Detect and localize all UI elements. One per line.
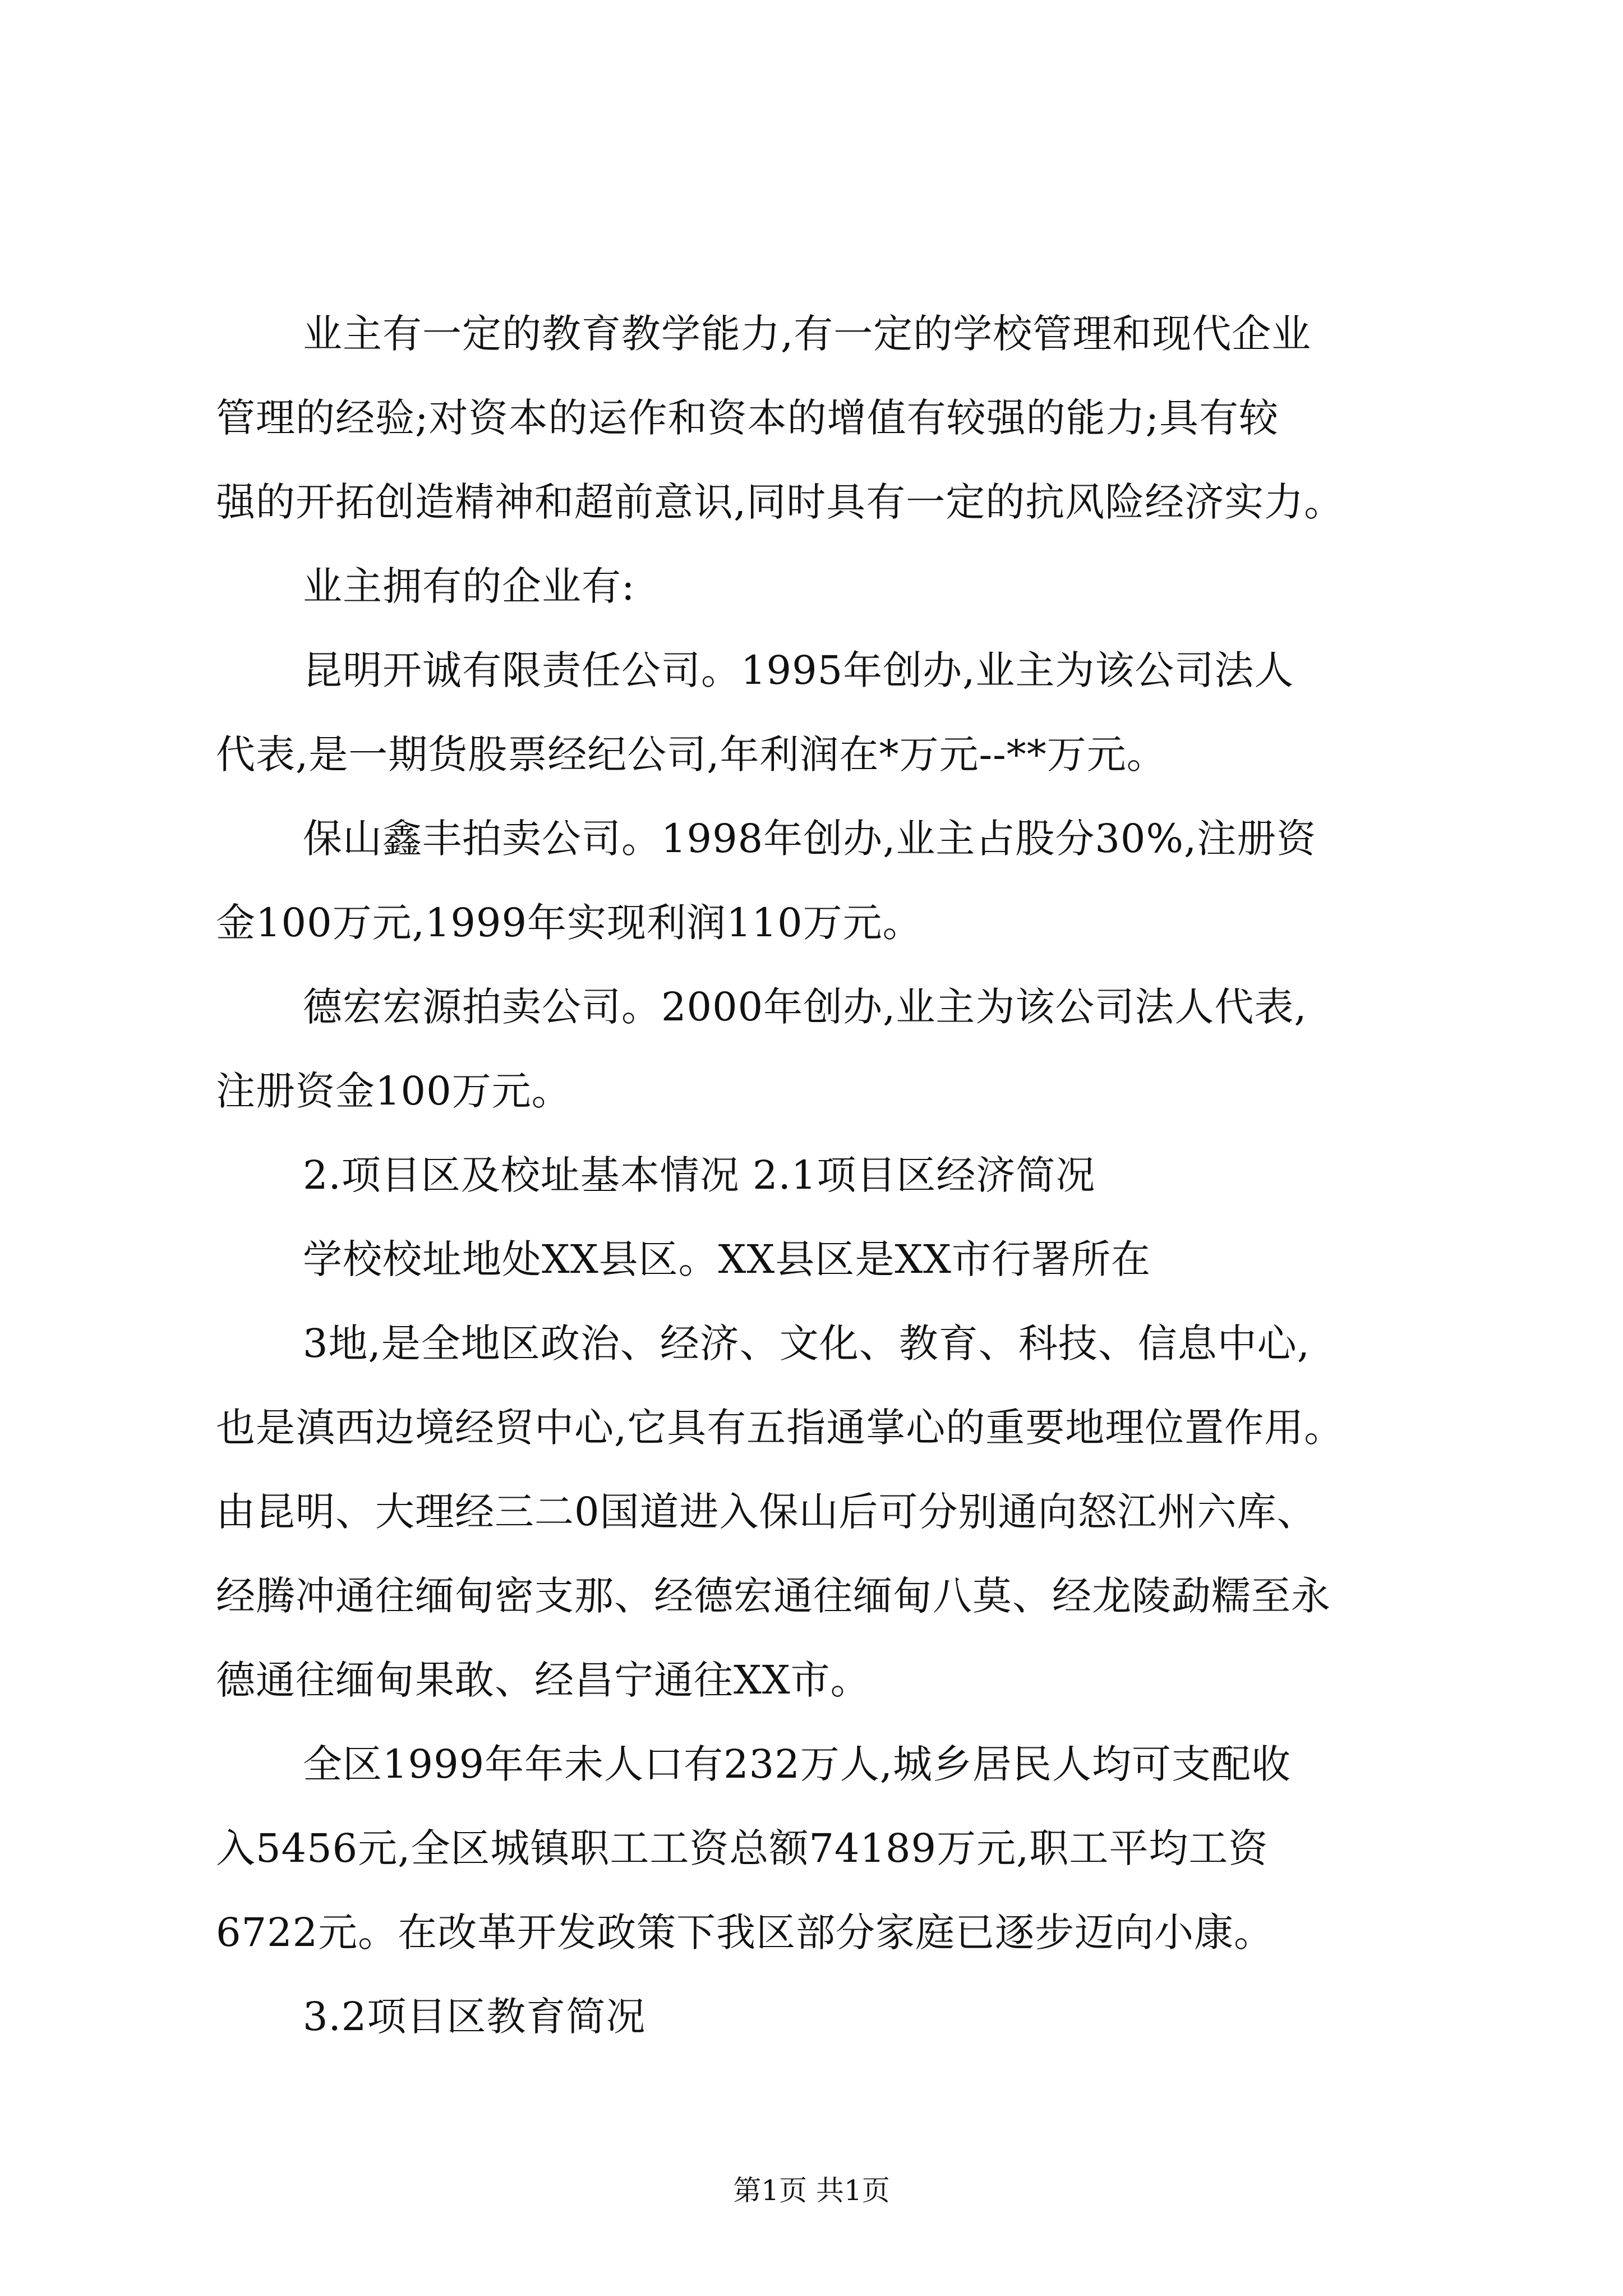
paragraph-line: 3地,是全地区政治、经济、文化、教育、科技、信息中心, bbox=[303, 1320, 1311, 1366]
paragraph-line: 经腾冲通往缅甸密支那、经德宏通往缅甸八莫、经龙陵勐糯至永 bbox=[216, 1573, 1331, 1619]
paragraph-line: 入5456元,全区城镇职工工资总额74189万元,职工平均工资 bbox=[216, 1825, 1269, 1871]
paragraph-line: 也是滇西边境经贸中心,它具有五指通掌心的重要地理位置作用。 bbox=[216, 1405, 1344, 1451]
paragraph-line: 德宏宏源拍卖公司。2000年创办,业主为该公司法人代表, bbox=[303, 984, 1307, 1030]
paragraph-line: 管理的经验;对资本的运作和资本的增值有较强的能力;具有较 bbox=[216, 395, 1279, 441]
paragraph-line: 业主有一定的教育教学能力,有一定的学校管理和现代企业 bbox=[303, 311, 1312, 357]
paragraph-line: 全区1999年年未人口有232万人,城乡居民人均可支配收 bbox=[303, 1741, 1292, 1787]
paragraph-line: 6722元。在改革开发政策下我区部分家庭已逐步迈向小康。 bbox=[216, 1910, 1274, 1955]
section-heading: 2.项目区及校址基本情况 2.1项目区经济简况 bbox=[303, 1152, 1096, 1198]
paragraph-line: 保山鑫丰拍卖公司。1998年创办,业主占股分30%,注册资 bbox=[303, 816, 1317, 862]
paragraph-line: 由昆明、大理经三二0国道进入保山后可分别通向怒江州六库、 bbox=[216, 1489, 1317, 1535]
paragraph-line: 金100万元,1999年实现利润110万元。 bbox=[216, 900, 923, 946]
paragraph-line: 业主拥有的企业有: bbox=[303, 563, 635, 609]
paragraph-line: 学校校址地处XX县区。XX县区是XX市行署所在 bbox=[303, 1236, 1151, 1282]
page-footer: 第1页 共1页 bbox=[733, 2174, 890, 2207]
paragraph-line: 昆明开诚有限责任公司。1995年创办,业主为该公司法人 bbox=[303, 647, 1294, 693]
paragraph-line: 代表,是一期货股票经纪公司,年利润在*万元--**万元。 bbox=[216, 731, 1166, 777]
paragraph-line: 强的开拓创造精神和超前意识,同时具有一定的抗风险经济实力。 bbox=[216, 479, 1344, 525]
section-heading: 3.2项目区教育简况 bbox=[303, 1994, 646, 2040]
paragraph-line: 德通往缅甸果敢、经昌宁通往XX市。 bbox=[216, 1657, 870, 1703]
paragraph-line: 注册资金100万元。 bbox=[216, 1068, 571, 1114]
